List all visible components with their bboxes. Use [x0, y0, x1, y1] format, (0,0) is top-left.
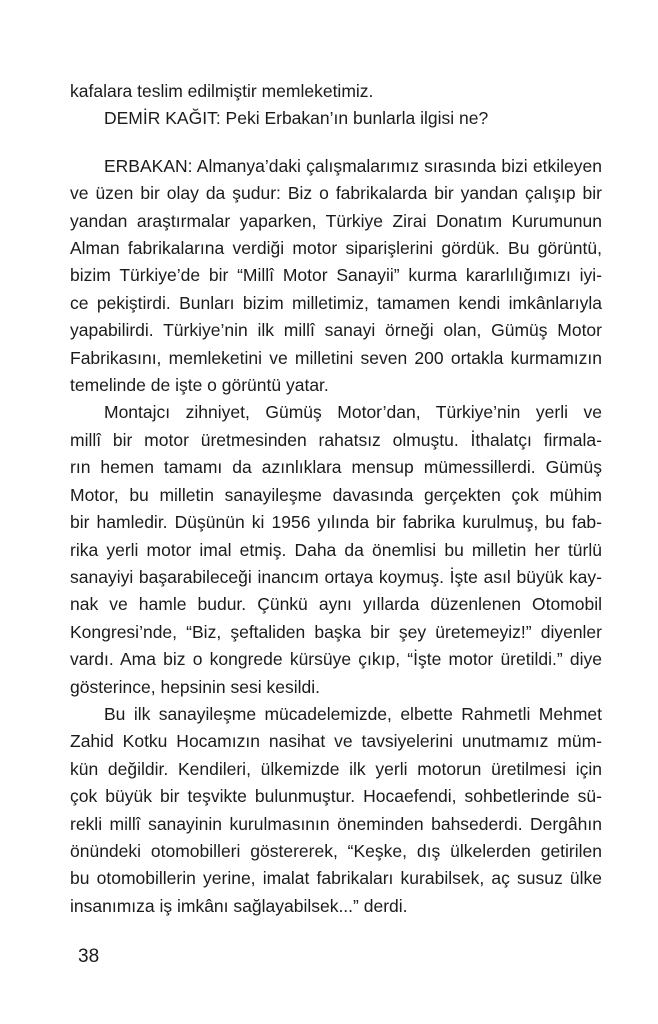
text-line: Zahid Kotku Hocamızın nasihat ve tavsiyelerini unutmamız müm- — [70, 731, 602, 752]
text-line: Alman fabrikalarına verdiği motor siparişlerini gördük. Bu görüntü, — [70, 238, 602, 259]
text-line: nak ve hamle budur. Çünkü aynı yıllarda düzenlenen Otomobil — [70, 594, 602, 615]
text-line: bu otomobillerin yerine, imalat fabrikaları kurabilsek, aç susuz ülke — [70, 868, 602, 889]
text-line: rekli millî sanayinin kurulmasının öneminden bahsederdi. Dergâhın — [70, 813, 602, 834]
text-line: bizim Türkiye’de bir “Millî Motor Sanayii” kurma kararlılığımızı iyi- — [70, 265, 602, 286]
text-line: Fabrikasını, memleketini ve milletini seven 200 ortakla kurmamızın — [70, 347, 602, 368]
text-line: çok büyük bir teşvikte bulunmuştur. Hocaefendi, sohbetlerinde sü- — [70, 786, 602, 807]
text-line: millî bir motor üretmesinden rahatsız olmuştu. İthalatçı firmala- — [70, 429, 602, 450]
text-line: Bu ilk sanayileşme mücadelemizde, elbette Rahmetli Mehmet — [104, 703, 602, 724]
paragraph — [70, 153, 602, 400]
text-line: yandan araştırmalar yaparken, Türkiye Zirai Donatım Kurumunun — [70, 210, 602, 231]
text-line: rın hemen tamamı da azınlıklara mensup mümessillerdi. Gümüş — [70, 457, 602, 478]
paragraph — [70, 399, 602, 700]
text-line: bir hamledir. Düşünün ki 1956 yılında bir fabrika kurulmuş, bu fab- — [70, 512, 602, 533]
page-number: 38 — [78, 946, 100, 967]
text-line: gösterince, hepsinin sesi kesildi. — [70, 676, 320, 697]
text-line: DEMİR KAĞIT: Peki Erbakan’ın bunlarla ilgisi ne? — [104, 108, 489, 129]
text-line: sanayiyi başarabileceği inancım ortaya koymuş. İşte asıl büyük kay- — [70, 566, 602, 587]
text-line: ce pekiştirdi. Bunları bizim milletimiz, tamamen kendi imkânlarıyla — [70, 292, 602, 313]
text-line: Kongresi’nde, “Biz, şeftaliden başka bir şey üretemeyiz!” diyenler — [70, 621, 602, 642]
paragraph — [70, 78, 602, 105]
paragraph — [70, 701, 602, 920]
text-line: önündeki otomobilleri göstererek, “Keşke, dış ülkelerden getirilen — [70, 840, 602, 861]
text-line: ERBAKAN: Almanya’daki çalışmalarımız sırasında bizi etkileyen — [104, 155, 602, 176]
paragraph — [70, 105, 602, 132]
text-line: yapabilirdi. Türkiye’nin ilk millî sanayi örneği olan, Gümüş Motor — [70, 320, 602, 341]
text-line: Motor, bu milletin sanayileşme davasında gerçekten çok mühim — [70, 484, 602, 505]
text-line: rika yerli motor imal etmiş. Daha da önemlisi bu milletin her türlü — [70, 539, 602, 560]
page-text — [70, 78, 602, 920]
text-line: vardı. Ama biz o kongrede kürsüye çıkıp, “İşte motor üretildi.” diye — [70, 649, 602, 670]
text-line: kün değildir. Kendileri, ülkemizde ilk yerli motorun üretilmesi için — [70, 758, 602, 779]
text-line: kafalara teslim edilmiştir memleketimiz. — [70, 81, 374, 101]
text-line: temelinde de işte o görüntü yatar. — [70, 375, 329, 396]
text-line: Montajcı zihniyet, Gümüş Motor’dan, Türkiye’nin yerli ve — [104, 402, 602, 423]
text-line: ve üzen bir olay da şudur: Biz o fabrikalarda bir yandan çalışıp bir — [70, 183, 602, 204]
text-line: insanımıza iş imkânı sağlayabilsek...” derdi. — [70, 895, 408, 916]
